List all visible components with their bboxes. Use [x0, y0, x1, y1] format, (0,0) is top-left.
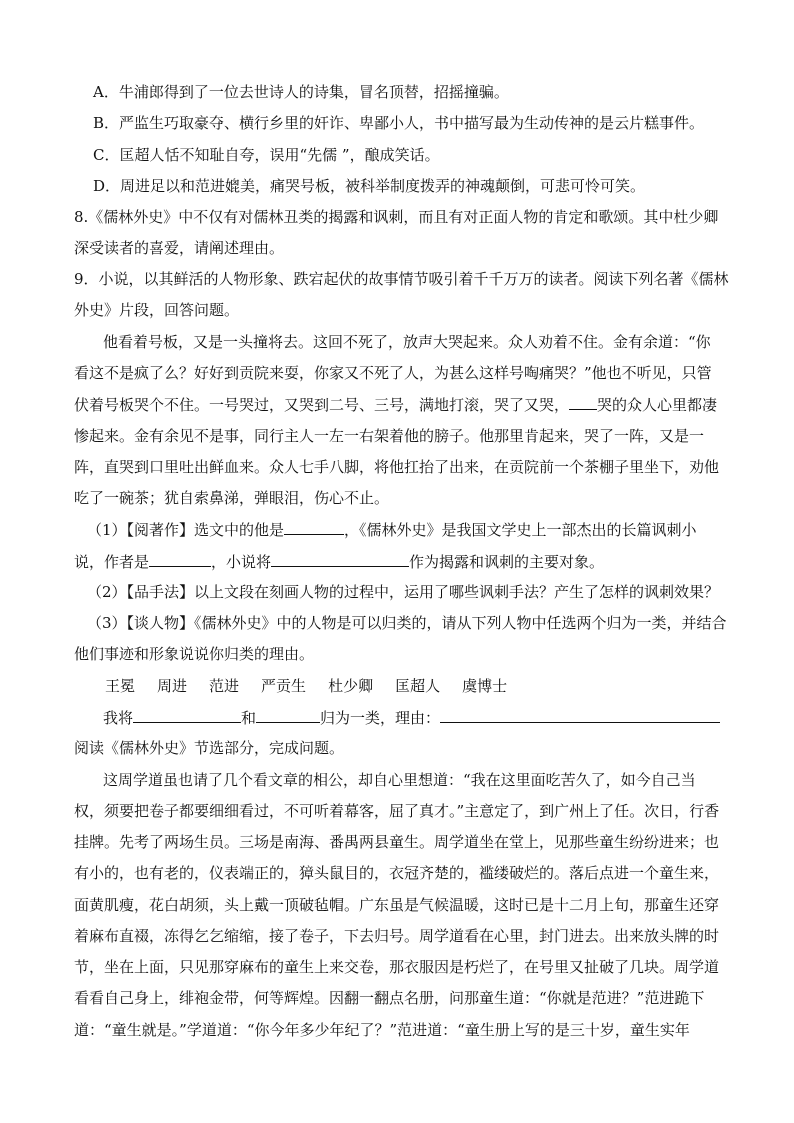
classify-text-c: 归为一类，理由： [320, 709, 441, 727]
passage2-line1: 这周学道虽也请了几个看文章的相公，却自心里想道：“我在这里面吃苦久了，如今自己当 [103, 771, 696, 789]
passage2-line2: 权，须要把卷子都要细细看过，不可听着幕客，屈了真才。”主意定了，到广州上了任。次日，行香 [74, 802, 720, 820]
passage2-line6: 着麻布直裰，冻得乞乞缩缩，接了卷子，下去归号。周学道看在心里，封门进去。出来放头牌的时 [74, 927, 720, 945]
sub-question-3-line2: 他们事迹和形象说说你归类的理由。 [74, 645, 315, 663]
sub1-text-c: 说，作者是 [74, 553, 150, 571]
passage1-line3-start: 伏着号板哭个不住。一号哭过，又哭到二号、三号，满地打滚，哭了又哭， [74, 396, 570, 414]
character-list [105, 676, 529, 696]
passage1-line1: 他看着号板，又是一头撞将去。这回不死了，放声大哭起来。众人劝着不住。金有余道：“你 [103, 333, 711, 351]
sub1-text-d: ，小说将 [211, 553, 272, 571]
passage2-line5: 面黄肌瘦，花白胡须，头上戴一顶破毡帽。广东虽是气候温暖，这时已是十二月上旬，那童生还穿 [74, 896, 720, 914]
character-name: 范进 [209, 677, 240, 695]
passage2-line9: 道：“童生就是。”学道道：“你今年多少年纪了？”范进道：“童生册上写的是三十岁，童生实年 [74, 1021, 690, 1039]
reading-intro: 阅读《儒林外史》节选部分，完成问题。 [74, 739, 345, 757]
sub1-blank-2 [149, 551, 211, 567]
option-d: D．周进足以和范进媲美，痛哭号板，被科举制度拨弄的神魂颠倒，可悲可怜可笑。 [93, 177, 646, 195]
passage1-line3 [74, 394, 717, 415]
passage1-line2: 看这不是疯了么？好好到贡院来耍，你家又不死了人，为甚么这样号啕痛哭？”他也不听见，只管 [74, 364, 712, 382]
character-name: 杜少卿 [328, 677, 374, 695]
character-name: 严贡生 [261, 677, 307, 695]
character-name: 周进 [157, 677, 188, 695]
passage2-line4: 有小的，也有老的，仪表端正的，獐头鼠目的，衣冠齐楚的，褴缕破烂的。落后点进一个童生来， [74, 864, 720, 882]
sub1-text-a: （1）【阅著作】选文中的他是 [87, 521, 285, 539]
sub-question-2: （2）【品手法】以上文段在刻画人物的过程中，运用了哪些讽刺手法？产生了怎样的讽刺效果？ [87, 583, 720, 601]
passage2-line7: 节，坐在上面，只见那穿麻布的童生上来交卷，那衣服因是朽烂了，在号里又扯破了几块。周学道 [74, 958, 720, 976]
classify-blank-1 [133, 707, 241, 723]
classify-text-b: 和 [241, 709, 257, 727]
passage1-line3-end: 哭的众人心里都凄 [597, 396, 718, 414]
classify-line [103, 707, 720, 728]
passage2-line3: 挂牌。先考了两场生员。三场是南海、番禺两县童生。周学道坐在堂上，见那些童生纷纷进来；也 [74, 833, 720, 851]
passage1-line6: 吃了一碗茶；犹自索鼻涕，弹眼泪，伤心不止。 [74, 489, 390, 507]
option-b: B．严监生巧取豪夺、横行乡里的奸诈、卑鄙小人，书中描写最为生动传神的是云片糕事件。 [93, 114, 705, 132]
sub1-blank-1 [284, 519, 344, 535]
character-name: 虞博士 [462, 677, 508, 695]
character-name: 匡超人 [395, 677, 441, 695]
sub1-blank-3 [271, 551, 409, 567]
passage1-line5: 阵，直哭到口里吐出鲜血来。众人七手八脚，将他扛抬了出来，在贡院前一个茶棚子里坐下，劝他 [74, 458, 720, 476]
question-9-line1: 9．小说，以其鲜活的人物形象、跌宕起伏的故事情节吸引着千千万万的读者。阅读下列名著《儒林 [74, 270, 729, 288]
passage1-line4: 惨起来。金有余见不是事，同行主人一左一右架着他的膀子。他那里肯起来，哭了一阵，又是一 [74, 427, 705, 445]
question-9-line2: 外史》片段，回答问题。 [74, 301, 240, 319]
sub-question-3-line1: （3）【谈人物】《儒林外史》中的人物是可以归类的，请从下列人物中任选两个归为一类，并结合 [87, 614, 727, 632]
classify-blank-2 [256, 707, 320, 723]
option-c: C．匡超人恬不知耻自夸，误用“先儒 ”，酿成笑话。 [93, 146, 440, 164]
option-a: A．牛浦郎得到了一位去世诗人的诗集，冒名顶替，招摇撞骗。 [93, 83, 509, 101]
question-8-line2: 深受读者的喜爱，请阐述理由。 [74, 239, 285, 257]
classify-blank-reason [440, 707, 720, 723]
question-8-line1: 8.《儒林外史》中不仅有对儒林丑类的揭露和讽刺，而且有对正面人物的肯定和歌颂。其中杜少卿 [74, 208, 719, 226]
sub1-text-b: ，《儒林外史》是我国文学史上一部杰出的长篇讽刺小 [344, 521, 697, 539]
sub-question-1-line1 [87, 519, 697, 540]
passage2-line8: 看看自己身上，绯袍金带，何等辉煌。因翻一翻点名册，问那童生道：“你就是范进？”范进跪下 [74, 989, 705, 1007]
character-name: 王冕 [105, 677, 136, 695]
sub1-text-e: 作为揭露和讽刺的主要对象。 [409, 553, 605, 571]
sub-question-1-line2 [74, 551, 604, 572]
passage1-blank [569, 394, 597, 410]
classify-text-a: 我将 [103, 709, 134, 727]
